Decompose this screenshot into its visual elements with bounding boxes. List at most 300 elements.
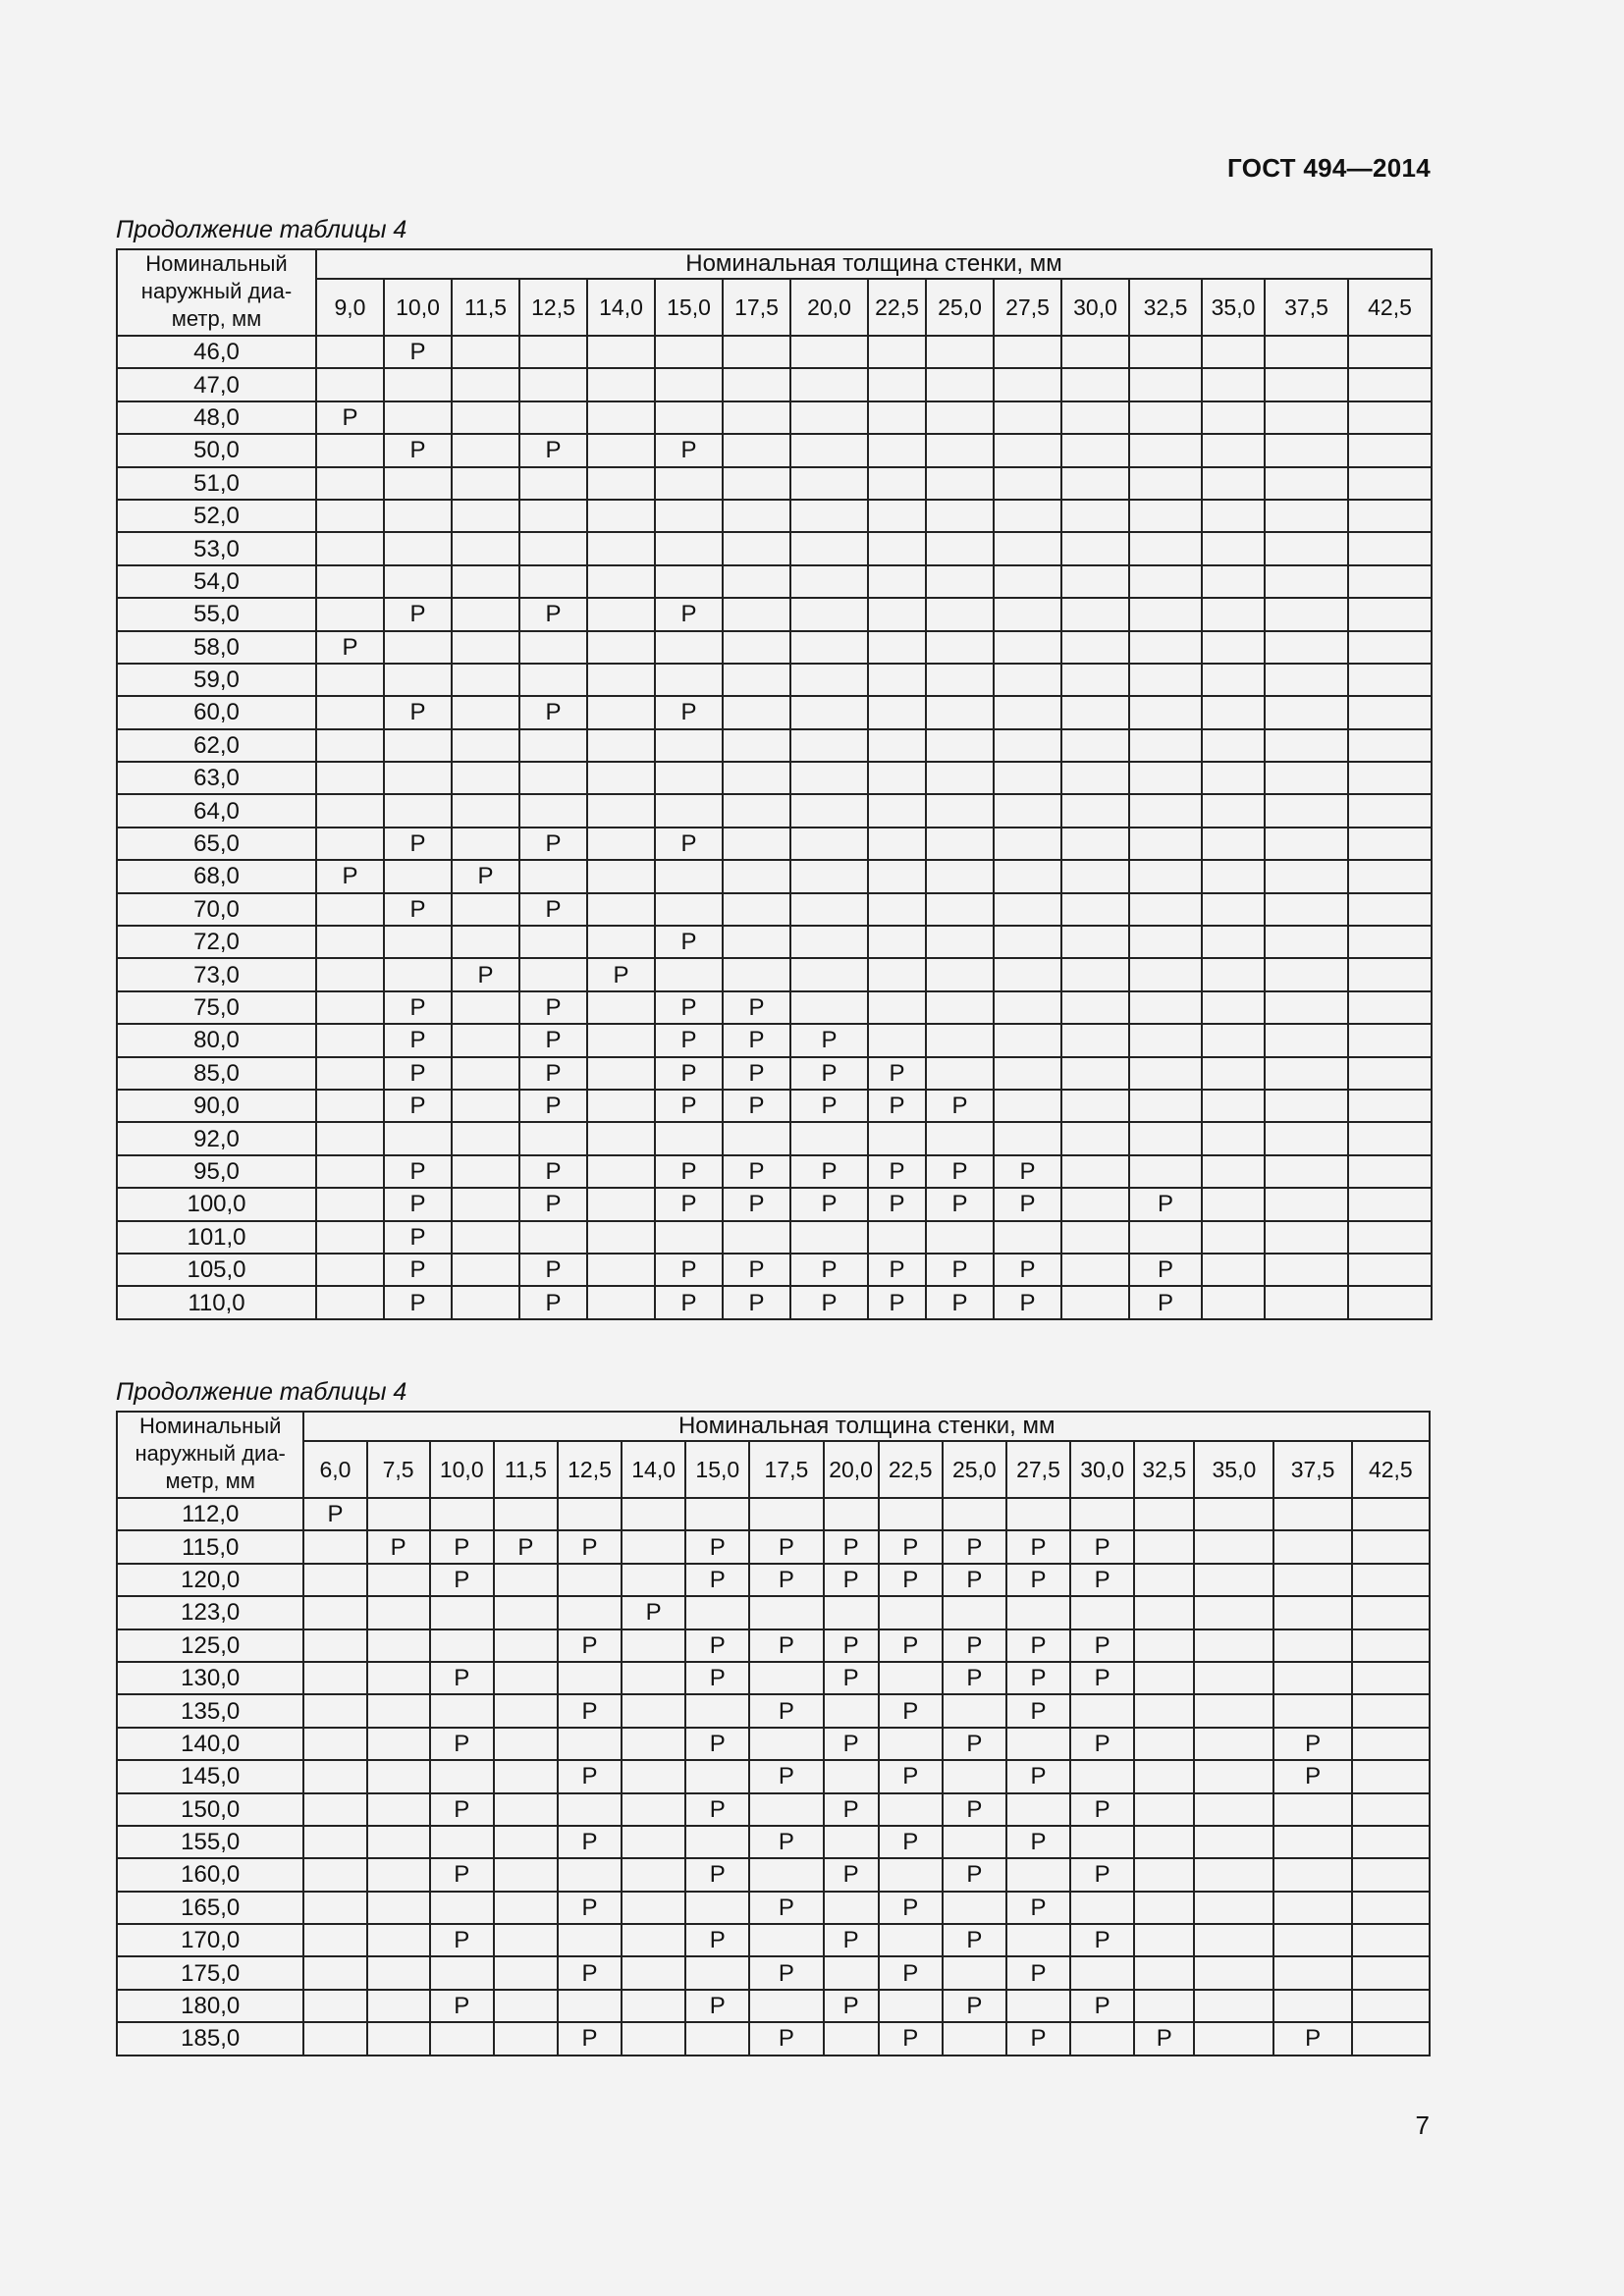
table-row [117,828,1432,860]
availability-cell: Р [655,1286,723,1318]
availability-cell [1265,1188,1348,1220]
availability-cell [994,1090,1061,1122]
table-row [117,2022,1430,2055]
availability-cell [1352,1596,1430,1629]
availability-cell: Р [519,1254,587,1286]
availability-cell [685,2022,749,2055]
availability-cell: Р [879,1956,943,1989]
availability-cell [384,467,452,500]
availability-cell: Р [685,1728,749,1760]
availability-cell [926,729,994,762]
availability-cell [868,1024,926,1056]
availability-cell: Р [519,893,587,926]
diameter-cell: 75,0 [117,991,316,1024]
availability-cell [452,467,519,500]
table-row [117,729,1432,762]
availability-cell [655,500,723,532]
diameter-cell: 63,0 [117,762,316,794]
availability-cell [1273,1924,1351,1956]
availability-cell: Р [685,1564,749,1596]
availability-cell [316,1155,384,1188]
availability-cell: Р [994,1188,1061,1220]
availability-cell [1129,565,1202,598]
availability-cell: Р [723,1188,790,1220]
availability-cell [926,500,994,532]
availability-cell [1202,860,1265,892]
availability-cell [303,1564,366,1596]
availability-cell [1265,598,1348,630]
availability-cell [655,794,723,827]
availability-cell [587,401,655,434]
availability-cell [926,598,994,630]
availability-cell [587,1122,655,1154]
availability-cell [1265,794,1348,827]
table-row [117,1956,1430,1989]
diameter-cell: 100,0 [117,1188,316,1220]
availability-cell [1202,893,1265,926]
dimensions-table-1 [116,248,1433,1320]
thickness-header: 32,5 [1134,1441,1194,1498]
diameter-cell: 90,0 [117,1090,316,1122]
diameter-cell: 73,0 [117,958,316,990]
diameter-cell: 48,0 [117,401,316,434]
availability-cell [926,631,994,664]
availability-cell [926,1122,994,1154]
availability-cell [1061,1090,1129,1122]
availability-cell: Р [824,1662,879,1694]
thickness-header: 6,0 [303,1441,366,1498]
availability-cell [452,762,519,794]
diameter-cell: 150,0 [117,1793,303,1826]
diameter-cell: 180,0 [117,1990,303,2022]
availability-cell [1265,991,1348,1024]
availability-cell [316,1122,384,1154]
availability-cell: Р [655,1090,723,1122]
availability-cell [1352,1760,1430,1792]
availability-cell [926,1057,994,1090]
availability-cell [1348,336,1432,368]
availability-cell [868,1122,926,1154]
row-header: Номинальный наружный диа-метр, мм [117,1412,303,1498]
availability-cell [1061,467,1129,500]
availability-cell: Р [655,828,723,860]
table-row [117,1760,1430,1792]
availability-cell [994,565,1061,598]
availability-cell: Р [1006,1662,1070,1694]
diameter-cell: 80,0 [117,1024,316,1056]
availability-cell [622,1530,685,1563]
availability-cell [1134,1564,1194,1596]
availability-cell [384,631,452,664]
availability-cell [384,762,452,794]
diameter-cell: 54,0 [117,565,316,598]
availability-cell [384,958,452,990]
availability-cell [587,794,655,827]
availability-cell [1265,958,1348,990]
availability-cell [1265,1122,1348,1154]
table-row [117,1990,1430,2022]
availability-cell [1134,1760,1194,1792]
availability-cell [994,893,1061,926]
availability-cell [622,1662,685,1694]
thickness-header: 9,0 [316,279,384,336]
availability-cell [790,1221,868,1254]
availability-cell [367,1793,430,1826]
availability-cell [1061,1024,1129,1056]
availability-cell: Р [824,1990,879,2022]
availability-cell [824,1956,879,1989]
table-row [117,336,1432,368]
availability-cell [519,762,587,794]
availability-cell [1006,1858,1070,1891]
availability-cell: Р [303,1498,366,1530]
availability-cell [452,893,519,926]
availability-cell [587,1024,655,1056]
availability-cell [824,1760,879,1792]
availability-cell: Р [879,1629,943,1662]
availability-cell [1129,664,1202,696]
availability-cell [1202,1155,1265,1188]
availability-cell [316,368,384,400]
availability-cell [1348,893,1432,926]
availability-cell [749,1662,823,1694]
availability-cell [1352,1662,1430,1694]
availability-cell [1348,860,1432,892]
diameter-cell: 123,0 [117,1596,303,1629]
availability-cell [1129,336,1202,368]
availability-cell [384,500,452,532]
availability-cell [1194,1629,1273,1662]
availability-cell: Р [316,860,384,892]
availability-cell [994,958,1061,990]
availability-cell [685,1760,749,1792]
availability-cell: Р [558,1530,622,1563]
availability-cell: Р [868,1155,926,1188]
availability-cell [1265,336,1348,368]
availability-cell: Р [824,1793,879,1826]
availability-cell [494,1596,558,1629]
availability-cell [519,565,587,598]
availability-cell [494,1858,558,1891]
availability-cell [749,1596,823,1629]
diameter-cell: 125,0 [117,1629,303,1662]
availability-cell [1352,1629,1430,1662]
availability-cell [430,1498,494,1530]
availability-cell [1129,1122,1202,1154]
availability-cell [790,926,868,958]
availability-cell [452,1090,519,1122]
dimensions-table-2 [116,1411,1431,2056]
availability-cell [316,696,384,728]
availability-cell: Р [622,1596,685,1629]
availability-cell: Р [384,1221,452,1254]
availability-cell [1061,1122,1129,1154]
availability-cell: Р [558,1956,622,1989]
availability-cell [1202,958,1265,990]
availability-cell [1129,532,1202,564]
availability-cell [367,1629,430,1662]
availability-cell [622,1694,685,1727]
availability-cell [430,1629,494,1662]
table-row [117,1564,1430,1596]
table-row [117,926,1432,958]
availability-cell [926,958,994,990]
availability-cell [868,991,926,1024]
diameter-cell: 135,0 [117,1694,303,1727]
diameter-cell: 55,0 [117,598,316,630]
availability-cell [790,696,868,728]
thickness-header: 7,5 [367,1441,430,1498]
availability-cell: Р [749,1694,823,1727]
availability-cell: Р [384,434,452,466]
availability-cell [655,368,723,400]
availability-cell [452,828,519,860]
availability-cell [926,336,994,368]
availability-cell [1265,1024,1348,1056]
availability-cell [868,860,926,892]
availability-cell [1352,1826,1430,1858]
availability-cell [316,1188,384,1220]
availability-cell [868,434,926,466]
availability-cell: Р [749,1760,823,1792]
availability-cell [494,2022,558,2055]
availability-cell [519,631,587,664]
availability-cell [749,1498,823,1530]
availability-cell [558,1564,622,1596]
thickness-header: 30,0 [1070,1441,1134,1498]
availability-cell [790,729,868,762]
availability-cell [1265,762,1348,794]
availability-cell [558,1924,622,1956]
availability-cell [1061,893,1129,926]
availability-cell [1202,1057,1265,1090]
availability-cell [1352,1956,1430,1989]
availability-cell [655,631,723,664]
availability-cell [316,1221,384,1254]
table-caption-2: Продолжение таблицы 4 [116,1378,407,1406]
availability-cell: Р [994,1155,1061,1188]
availability-cell: Р [655,926,723,958]
availability-cell [519,794,587,827]
availability-cell [1265,828,1348,860]
page-number: 7 [1415,2110,1430,2140]
availability-cell [316,1057,384,1090]
thickness-header: 14,0 [622,1441,685,1498]
availability-cell: Р [685,1662,749,1694]
availability-cell [367,2022,430,2055]
availability-cell [367,1662,430,1694]
availability-cell [558,1990,622,2022]
availability-cell: Р [1273,1728,1351,1760]
availability-cell: Р [790,1286,868,1318]
availability-cell [622,1826,685,1858]
availability-cell: Р [749,1564,823,1596]
availability-cell: Р [723,991,790,1024]
thickness-header: 35,0 [1194,1441,1273,1498]
availability-cell [868,762,926,794]
availability-cell [1265,467,1348,500]
availability-cell [655,336,723,368]
availability-cell [824,1892,879,1924]
availability-cell [1134,1694,1194,1727]
table-row [117,1122,1432,1154]
availability-cell [1202,926,1265,958]
availability-cell: Р [384,1090,452,1122]
availability-cell [316,991,384,1024]
table-row [117,1924,1430,1956]
availability-cell: Р [558,1629,622,1662]
availability-cell [1194,1596,1273,1629]
availability-cell [1202,336,1265,368]
availability-cell [1273,1793,1351,1826]
availability-cell: Р [824,1530,879,1563]
availability-cell: Р [558,1694,622,1727]
availability-cell: Р [558,1826,622,1858]
table-row [117,1221,1432,1254]
availability-cell: Р [868,1286,926,1318]
availability-cell [723,336,790,368]
availability-cell [1202,1286,1265,1318]
availability-cell: Р [430,1793,494,1826]
availability-cell [587,631,655,664]
availability-cell: Р [1006,1826,1070,1858]
thickness-header: 27,5 [1006,1441,1070,1498]
availability-cell [994,467,1061,500]
thickness-header: 11,5 [452,279,519,336]
availability-cell [494,1760,558,1792]
availability-cell [519,336,587,368]
availability-cell [1265,926,1348,958]
availability-cell [1070,1694,1134,1727]
availability-cell: Р [655,991,723,1024]
availability-cell [723,958,790,990]
availability-cell: Р [943,1530,1006,1563]
availability-cell [558,1498,622,1530]
availability-cell [1129,991,1202,1024]
availability-cell: Р [723,1254,790,1286]
availability-cell [384,368,452,400]
availability-cell [790,664,868,696]
availability-cell [452,1122,519,1154]
availability-cell [1134,1530,1194,1563]
diameter-cell: 52,0 [117,500,316,532]
availability-cell [926,467,994,500]
availability-cell [587,598,655,630]
availability-cell: Р [452,958,519,990]
table-row [117,631,1432,664]
availability-cell [587,1155,655,1188]
availability-cell [994,1122,1061,1154]
availability-cell [868,794,926,827]
availability-cell: Р [384,1188,452,1220]
availability-cell: Р [430,1858,494,1891]
availability-cell [723,598,790,630]
availability-cell [1265,1221,1348,1254]
availability-cell: Р [558,1760,622,1792]
availability-cell [316,729,384,762]
table-row [117,1596,1430,1629]
availability-cell [868,467,926,500]
availability-cell [519,664,587,696]
availability-cell [943,1956,1006,1989]
table-row [117,893,1432,926]
availability-cell [868,368,926,400]
availability-cell [879,1924,943,1956]
table-row [117,565,1432,598]
availability-cell: Р [519,991,587,1024]
availability-cell [749,1793,823,1826]
thickness-header: 30,0 [1061,279,1129,336]
availability-cell [879,1793,943,1826]
availability-cell [452,368,519,400]
availability-cell [316,532,384,564]
availability-cell [367,1956,430,1989]
availability-cell [1134,1858,1194,1891]
availability-cell [1202,631,1265,664]
availability-cell: Р [879,2022,943,2055]
availability-cell [316,664,384,696]
availability-cell [723,500,790,532]
availability-cell [452,1286,519,1318]
availability-cell: Р [384,1024,452,1056]
diameter-cell: 51,0 [117,467,316,500]
availability-cell [749,1858,823,1891]
availability-cell [1202,1188,1265,1220]
availability-cell [1061,696,1129,728]
availability-cell [452,532,519,564]
availability-cell [1273,1694,1351,1727]
availability-cell [1273,1858,1351,1891]
availability-cell: Р [685,1924,749,1956]
availability-cell [303,1629,366,1662]
availability-cell: Р [316,631,384,664]
availability-cell [1194,1793,1273,1826]
availability-cell [316,1090,384,1122]
availability-cell [1061,958,1129,990]
thickness-header: 20,0 [790,279,868,336]
availability-cell [723,1221,790,1254]
diameter-cell: 47,0 [117,368,316,400]
availability-cell [926,893,994,926]
availability-cell: Р [749,1826,823,1858]
availability-cell [790,958,868,990]
availability-cell [994,500,1061,532]
availability-cell [1006,1924,1070,1956]
availability-cell [303,1760,366,1792]
availability-cell [1265,1057,1348,1090]
availability-cell [519,368,587,400]
availability-cell [316,1286,384,1318]
availability-cell [519,729,587,762]
availability-cell [824,1596,879,1629]
availability-cell: Р [749,1956,823,1989]
availability-cell: Р [926,1090,994,1122]
availability-cell [1194,1892,1273,1924]
availability-cell [587,532,655,564]
availability-cell [790,1122,868,1154]
availability-cell [587,696,655,728]
availability-cell [655,401,723,434]
thickness-header: 37,5 [1273,1441,1351,1498]
availability-cell: Р [558,2022,622,2055]
availability-cell [519,1122,587,1154]
availability-cell: Р [926,1188,994,1220]
availability-cell [790,991,868,1024]
availability-cell [723,467,790,500]
availability-cell: Р [384,598,452,630]
availability-cell [367,1728,430,1760]
availability-cell [1134,1826,1194,1858]
